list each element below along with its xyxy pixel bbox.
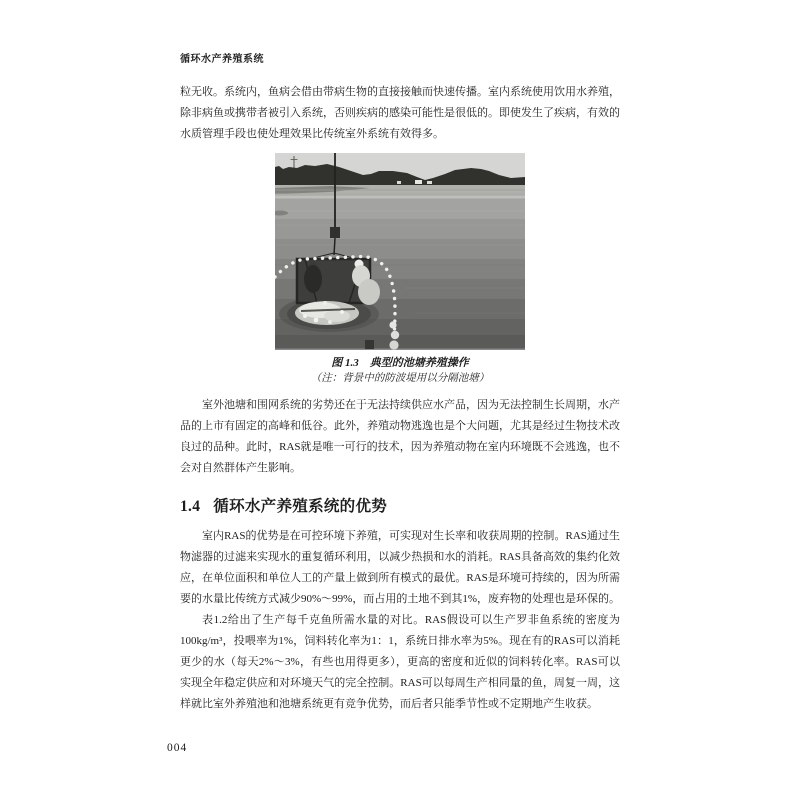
paragraph-water-use-comparison: 表1.2给出了生产每千克鱼所需水量的对比。RAS假设可以生产罗非鱼系统的密度为100kg/m³，投喂率为1%，饲料转化率为1：1，系统日排水率为5%。现在有的RAS可以消耗更少的水（每天2%～3%，有些也用得更多），更高的密度和近似的饲料转化率。RAS可以实现全年稳定供应和对环境天气的完全控制。RAS可以每周生产相同量的鱼，周复一周，这样就比室外养殖池和池塘系统更有竞争优势，而后者只能季节性或不定期地产生收获。 (180, 614, 620, 710)
section-heading (180, 494, 620, 516)
paragraph-disease-control: 粒无收。系统内，鱼病会借由带病生物的直接接触而快速传播。室内系统使用饮用水养殖，除非病鱼或携带者被引入系统，否则疾病的感染可能性是很低的。即使发生了疾病，有效的水质管理手段也使处理效果比传统室外系统有效得多。 (180, 86, 620, 140)
page-number: 004 (167, 742, 188, 754)
running-header: 循环水产养殖系统 (180, 54, 264, 65)
figure-caption-note: （注：背景中的防波堤用以分隔池塘） (310, 373, 490, 384)
figure-1-3 (275, 153, 525, 385)
page-content (180, 50, 620, 715)
paragraph-ras-advantages: 室内RAS的优势是在可控环境下养殖，可实现对生长率和收获周期的控制。RAS通过生物滤器的过滤来实现水的重复循环利用，以减少热损和水的消耗。RAS具备高效的集约化效应，在单位面积和单位人工的产量上做到所有模式的最优。RAS是环境可持续的，因为所需要的水量比传统方式减少90%～99%，而占用的土地不到其1%，废弃物的处理也是环保的。 (180, 530, 620, 605)
pond-photo-illustration (275, 153, 525, 350)
section-title: 循环水产养殖系统的优势 (213, 498, 388, 515)
section-number: 1.4 (180, 498, 201, 515)
figure-caption-block (275, 356, 525, 385)
figure-caption: 图 1.3 典型的池塘养殖操作 (331, 357, 469, 369)
paragraph-outdoor-disadvantages: 室外池塘和围网系统的劣势还在于无法持续供应水产品，因为无法控制生长周期，水产品的上市有固定的高峰和低谷。此外，养殖动物逃逸也是个大问题，尤其是经过生物技术改良过的品种。此时，RAS就是唯一可行的技术，因为养殖动物在室内环境既不会逃逸，也不会对自然群体产生影响。 (180, 399, 620, 474)
pond-harvest-photo (275, 153, 525, 350)
